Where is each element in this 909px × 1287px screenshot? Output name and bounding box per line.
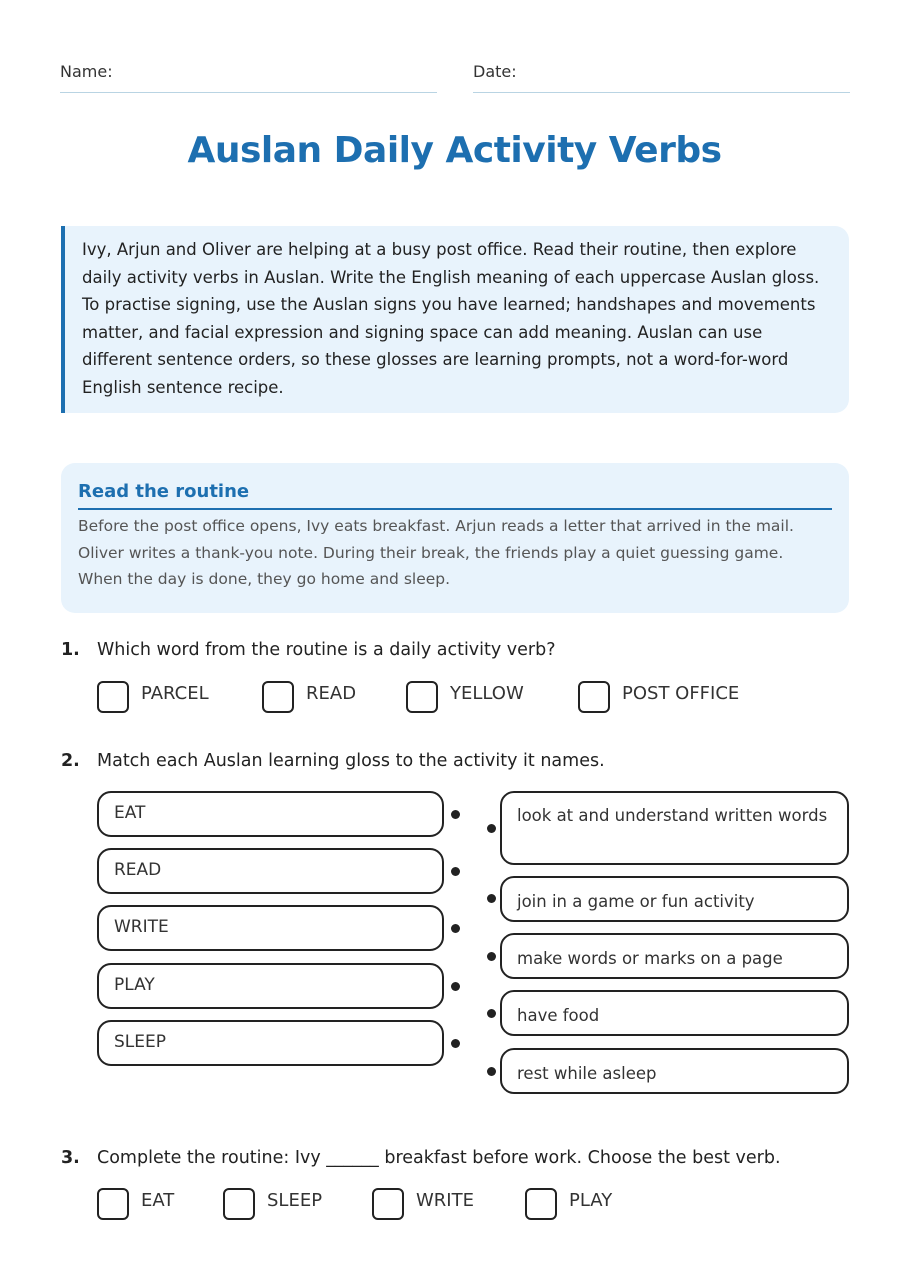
meaning-dot[interactable]	[487, 952, 496, 961]
checkbox[interactable]	[223, 1188, 255, 1220]
question-3-text: Complete the routine: Ivy ______ breakfast before work. Choose the best verb.	[97, 1148, 781, 1168]
meaning-dot[interactable]	[487, 1067, 496, 1076]
question-3-number: 3.	[61, 1148, 80, 1168]
date-label: Date:	[473, 62, 517, 81]
checkbox[interactable]	[262, 681, 294, 713]
meaning-dot[interactable]	[487, 894, 496, 903]
gloss-dot[interactable]	[451, 924, 460, 933]
question-1-text: Which word from the routine is a daily activity verb?	[97, 640, 556, 660]
gloss-dot[interactable]	[451, 810, 460, 819]
checkbox[interactable]	[578, 681, 610, 713]
routine-box	[61, 463, 849, 613]
gloss-write: WRITE	[97, 905, 444, 951]
checkbox[interactable]	[97, 681, 129, 713]
option-label: POST OFFICE	[622, 683, 740, 704]
option-label: PLAY	[569, 1190, 613, 1211]
page-title: Auslan Daily Activity Verbs	[187, 130, 722, 171]
meaning-read: look at and understand written words	[500, 791, 849, 865]
option-label: READ	[306, 683, 357, 704]
meaning-dot[interactable]	[487, 1009, 496, 1018]
option-label: EAT	[141, 1190, 175, 1211]
meaning-play: join in a game or fun activity	[500, 876, 849, 922]
meaning-sleep: rest while asleep	[500, 1048, 849, 1094]
date-field[interactable]	[473, 62, 850, 93]
question-1-number: 1.	[61, 640, 80, 660]
meaning-write: make words or marks on a page	[500, 933, 849, 979]
routine-title: Read the routine	[78, 481, 832, 510]
header-fields	[60, 62, 850, 92]
checkbox[interactable]	[97, 1188, 129, 1220]
name-label: Name:	[60, 62, 113, 81]
checkbox[interactable]	[525, 1188, 557, 1220]
option-label: PARCEL	[141, 683, 209, 704]
gloss-dot[interactable]	[451, 867, 460, 876]
intro-box: Ivy, Arjun and Oliver are helping at a busy post office. Read their routine, then explore daily activity verbs in Auslan. Write the English meaning of each uppercase Auslan gloss. To practise signing, use the Auslan signs you have learned; handshapes and movements matter, and facial expression and signing space can add meaning. Auslan can use different sentence orders, so these glosses are learning prompts, not a word-for-word English sentence recipe.	[61, 226, 849, 413]
gloss-play: PLAY	[97, 963, 444, 1009]
option-label: WRITE	[416, 1190, 474, 1211]
gloss-read: READ	[97, 848, 444, 894]
option-label: YELLOW	[450, 683, 524, 704]
gloss-dot[interactable]	[451, 982, 460, 991]
checkbox[interactable]	[406, 681, 438, 713]
question-2-number: 2.	[61, 751, 80, 771]
option-label: SLEEP	[267, 1190, 323, 1211]
name-field[interactable]	[60, 62, 437, 93]
gloss-dot[interactable]	[451, 1039, 460, 1048]
question-2-text: Match each Auslan learning gloss to the activity it names.	[97, 751, 605, 771]
checkbox[interactable]	[372, 1188, 404, 1220]
gloss-sleep: SLEEP	[97, 1020, 444, 1066]
routine-text: Before the post office opens, Ivy eats breakfast. Arjun reads a letter that arrived in the mail. Oliver writes a thank-you note. During their break, the friends play a quiet guessing game. When the day is done, they go home and sleep.	[78, 517, 794, 588]
meaning-eat: have food	[500, 990, 849, 1036]
gloss-eat: EAT	[97, 791, 444, 837]
meaning-dot[interactable]	[487, 824, 496, 833]
